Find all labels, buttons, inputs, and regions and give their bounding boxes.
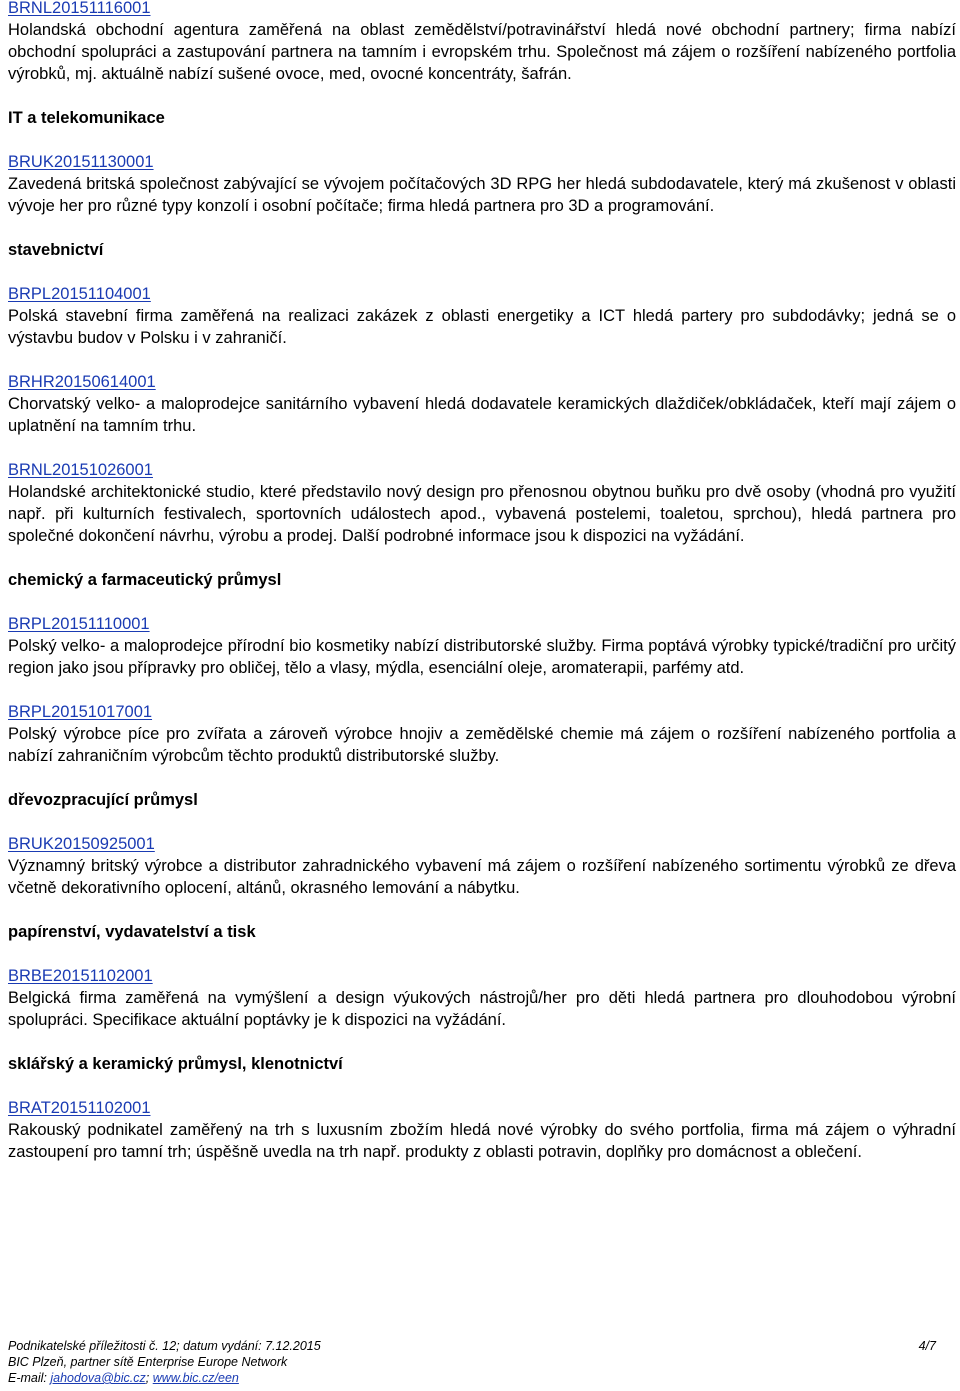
offer-entry [8,283,956,349]
footer-org-line: BIC Plzeň, partner sítě Enterprise Europe Network [8,1355,288,1369]
section-heading-it: IT a telekomunikace [8,109,165,127]
offer-code-link[interactable]: BRNL20151026001 [8,461,153,479]
section-heading-glass: sklářský a keramický průmysl, klenotnictví [8,1055,343,1073]
footer-issue-line [8,1338,936,1354]
footer-website-link[interactable]: www.bic.cz/een [152,1371,239,1385]
offer-entry [8,459,956,547]
offer-description: Belgická firma zaměřená na vymýšlení a design výukových nástrojů/her pro děti hledá partnera pro dlouhodobou výrobní spolupráci. Specifikace aktuální poptávky je k dispozici na vyžádání. [8,989,956,1029]
offer-entry [8,965,956,1031]
footer-separator: ; [145,1371,153,1385]
document-body [8,0,956,1185]
offer-code-link[interactable]: BRUK20151130001 [8,153,154,171]
footer-email-link[interactable]: jahodova@bic.cz [50,1371,146,1385]
offer-code-link[interactable]: BRUK20150925001 [8,835,155,853]
offer-entry [8,151,956,217]
section-heading-chemical: chemický a farmaceutický průmysl [8,571,282,589]
section-heading-paper: papírenství, vydavatelství a tisk [8,923,256,941]
page-number: 4/7 [918,1339,936,1353]
footer-contact-line [8,1370,936,1386]
offer-description: Zavedená britská společnost zabývající se vývojem počítačových 3D RPG her hledá subdodavatele, který má zkušenost v oblasti vývoje her pro různé typy konzolí i osobní počítače; firma hledá partnera pro 3D a programování. [8,175,956,215]
offer-description: Polská stavební firma zaměřená na realizaci zakázek z oblasti energetiky a ICT hledá partery pro subdodávky; jedná se o výstavbu budov v Polsku i v zahraničí. [8,307,956,347]
offer-entry [8,833,956,899]
offer-entry [8,701,956,767]
offer-description: Významný britský výrobce a distributor zahradnického vybavení má zájem o rozšíření nabízeného sortimentu výrobků ze dřeva včetně dekorativního oplocení, altánů, okrasného lemování a nábytku. [8,857,956,897]
offer-description: Holandské architektonické studio, které představilo nový design pro přenosnou obytnou buňku pro dvě osoby (vhodná pro využití např. při kulturních festivalech, sportovních událostech apod., vybavená postelemi, toaletou, sprchou), hledá partnera pro společné dokončení návrhu, výrobu a prodej. Další podrobné informace jsou k dispozici na vyžádání. [8,483,956,545]
offer-code-link[interactable]: BRPL20151110001 [8,615,150,633]
offer-code-link[interactable]: BRAT20151102001 [8,1099,151,1117]
offer-description: Polský výrobce píce pro zvířata a zároveň výrobce hnojiv a zemědělské chemie má zájem o rozšíření nabízeného portfolia a nabízí zahraničním výrobcům těchto produktů distributorské služby. [8,725,956,765]
section-heading-wood: dřevozpracující průmysl [8,791,198,809]
offer-entry [8,371,956,437]
page-footer [8,1338,936,1386]
offer-description: Rakouský podnikatel zaměřený na trh s luxusním zbožím hledá nové výrobky do svého portfolia, firma má zájem o výhradní zastoupení pro tamní trh; úspěšně uvedla na trh např. produkty z oblasti potravin, doplňky pro domácnost a oblečení. [8,1121,956,1161]
footer-email-label: E-mail: [8,1371,51,1385]
offer-description: Polský velko- a maloprodejce přírodní bio kosmetiky nabízí distributorské služby. Firma poptává výrobky typické/tradiční pro určitý region jako jsou přípravky pro obličej, tělo a vlasy, mýdla, esenciální oleje, aromaterapii, parfémy atd. [8,637,956,677]
offer-entry [8,0,956,85]
offer-code-link[interactable]: BRNL20151116001 [8,0,151,17]
offer-code-link[interactable]: BRPL20151017001 [8,703,153,721]
footer-issue-text: Podnikatelské příležitosti č. 12; datum vydání: 7.12.2015 [8,1339,321,1353]
offer-entry [8,613,956,679]
section-heading-construction: stavebnictví [8,241,104,259]
offer-code-link[interactable]: BRPL20151104001 [8,285,151,303]
offer-code-link[interactable]: BRHR20150614001 [8,373,156,391]
offer-description: Holandská obchodní agentura zaměřená na oblast zemědělství/potravinářství hledá nové obchodní partnery; firma nabízí obchodní spolupráci a zastupování partnera na tamním i evropském trhu. Společnost má zájem o rozšíření nabízeného portfolia výrobků, mj. aktuálně nabízí sušené ovoce, med, ovocné koncentráty, šafrán. [8,21,956,83]
offer-entry [8,1097,956,1163]
offer-description: Chorvatský velko- a maloprodejce sanitárního vybavení hledá dodavatele keramických dlaždiček/obkládaček, kteří mají zájem o uplatnění na tamním trhu. [8,395,956,435]
offer-code-link[interactable]: BRBE20151102001 [8,967,153,985]
